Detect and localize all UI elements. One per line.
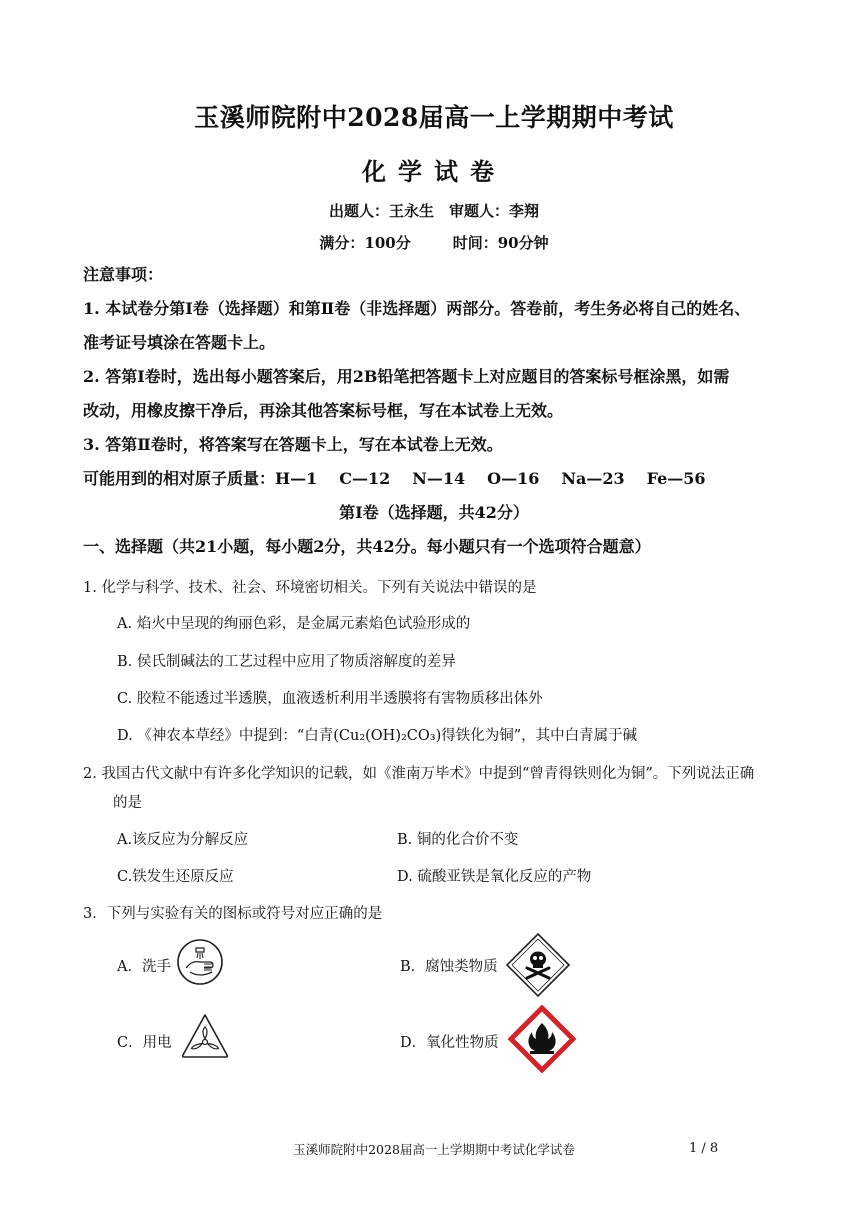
- notice-line: 准考证号填涂在答题卡上。: [83, 333, 276, 352]
- exam-subtitle: 化学试卷: [362, 157, 506, 186]
- atomic-mass-label: 可能用到的相对原子质量：: [83, 469, 276, 488]
- exam-authors: 出题人：王永生 审题人：李翔: [328, 202, 539, 220]
- question-option: C．用电: [117, 1035, 172, 1051]
- section-heading: 一、选择题（共21小题，每小题2分，共42分。每小题只有一个选项符合题意）: [83, 537, 651, 556]
- hand-washing-icon: [176, 938, 224, 986]
- atomic-mass-item: N—14: [412, 469, 466, 488]
- atomic-mass-item: Na—23: [561, 469, 625, 488]
- page-number: 1 / 8: [689, 1141, 719, 1156]
- notice-line: 3. 答第Ⅱ卷时，将答案写在答题卡上，写在本试卷上无效。: [83, 435, 503, 454]
- skull-crossbones-hazard-icon: [505, 932, 571, 998]
- notice-line: 改动，用橡皮擦干净后，再涂其他答案标号框，写在本试卷上无效。: [83, 401, 564, 420]
- notice-line: 1. 本试卷分第Ⅰ卷（选择题）和第Ⅱ卷（非选择题）两部分。答卷前，考生务必将自己的姓名、: [83, 299, 751, 318]
- question-option: A．洗手: [117, 959, 171, 975]
- question-option: D. 硫酸亚铁是氧化反应的产物: [397, 869, 592, 885]
- electricity-fan-icon: [180, 1012, 230, 1060]
- page-footer: 玉溪师院附中2028届高一上学期期中考试化学试卷: [293, 1142, 575, 1157]
- exam-title: 玉溪师院附中2028届高一上学期期中考试: [194, 103, 674, 132]
- question-option: B. 铜的化合价不变: [397, 832, 519, 848]
- question-option: B．腐蚀类物质: [400, 959, 498, 975]
- question-option: A.该反应为分解反应: [117, 832, 249, 848]
- exam-score: 满分：100分: [319, 234, 411, 252]
- notice-heading: 注意事项：: [83, 265, 164, 284]
- atomic-mass-item: C—12: [339, 469, 391, 488]
- atomic-mass-item: H—1: [275, 469, 318, 488]
- question-option: D．氧化性物质: [400, 1035, 499, 1051]
- part-heading: 第Ⅰ卷（选择题，共42分）: [339, 503, 529, 522]
- exam-time: 时间：90分钟: [452, 234, 549, 252]
- question-option: D. 《神农本草经》中提到：“白青(Cu₂(OH)₂CO₃)得铁化为铜”，其中白青属于碱: [117, 728, 638, 744]
- atomic-mass-line: [83, 466, 728, 489]
- question-stem: 1. 化学与科学、技术、社会、环境密切相关。下列有关说法中错误的是: [83, 580, 537, 596]
- question-option: A. 焰火中呈现的绚丽色彩，是金属元素焰色试验形成的: [117, 616, 471, 632]
- question-stem: 3．下列与实验有关的图标或符号对应正确的是: [83, 906, 383, 922]
- question-option: C. 胶粒不能透过半透膜，血液透析利用半透膜将有害物质移出体外: [117, 691, 543, 707]
- question-stem-continued: 的是: [113, 795, 142, 811]
- question-stem: 2. 我国古代文献中有许多化学知识的记载，如《淮南万毕术》中提到“曾青得铁则化为铜”。下列说法正确: [83, 766, 755, 782]
- flammable-hazard-icon: [508, 1005, 576, 1073]
- atomic-mass-item: Fe—56: [646, 469, 706, 488]
- exam-meta: [0, 232, 868, 253]
- notice-line: 2. 答第Ⅰ卷时，选出每小题答案后，用2B铅笔把答题卡上对应题目的答案标号框涂黑，如需: [83, 367, 730, 386]
- question-option: B. 侯氏制碱法的工艺过程中应用了物质溶解度的差异: [117, 654, 456, 670]
- question-option: C.铁发生还原反应: [117, 869, 234, 885]
- atomic-mass-item: O—16: [487, 469, 540, 488]
